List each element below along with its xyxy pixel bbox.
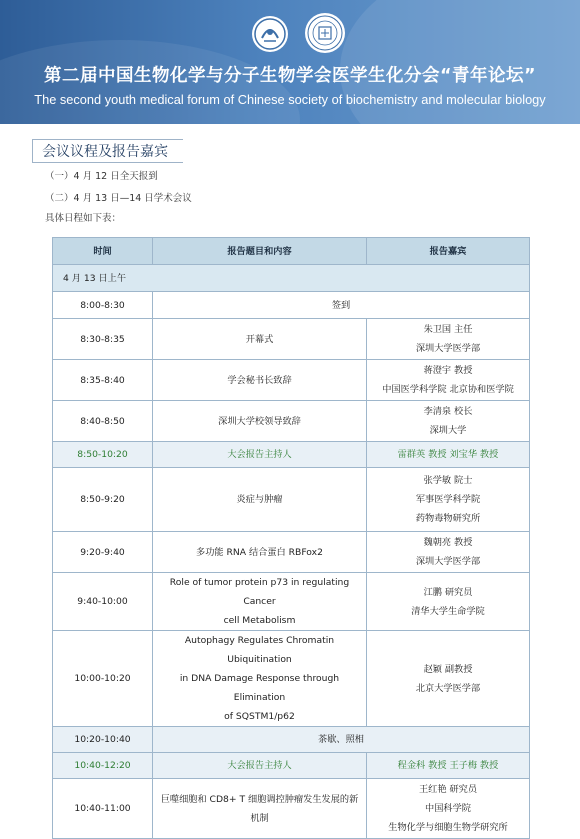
speaker-line: 中国科学院	[425, 803, 471, 814]
time-cell: 8:50-10:20	[53, 442, 153, 468]
schedule-line: （一）4 月 12 日全天报到	[45, 171, 158, 182]
speaker-cell	[367, 532, 530, 573]
time-cell: 10:00-10:20	[53, 631, 153, 727]
speaker-line: 朱卫国 主任	[423, 324, 473, 335]
speaker-line: 中国医学科学院 北京协和医学院	[382, 384, 514, 395]
speaker-line: 深圳大学医学部	[415, 343, 481, 354]
speaker-cell	[367, 319, 530, 360]
speaker-line: 生物化学与细胞生物学研究所	[388, 822, 508, 833]
speaker-line: 药物毒物研究所	[415, 513, 481, 524]
table-row	[53, 401, 530, 442]
table-row	[53, 468, 530, 532]
topic-cell	[153, 360, 367, 401]
column-header-speaker: 报告嘉宾	[367, 238, 530, 265]
time-cell: 8:35-8:40	[53, 360, 153, 401]
speaker-line: 张学敏 院士	[423, 475, 473, 486]
table-header-row	[53, 238, 530, 265]
table-row	[53, 292, 530, 319]
logo-row	[0, 14, 580, 58]
speaker-line: 北京大学医学部	[415, 682, 481, 694]
topic-line: 机制	[250, 812, 269, 824]
speaker-cell	[367, 779, 530, 839]
header-banner	[0, 0, 580, 124]
topic-line: of SQSTM1/p62	[224, 711, 295, 722]
speaker-cell	[367, 468, 530, 532]
time-cell: 8:30-8:35	[53, 319, 153, 360]
topic-cell	[153, 573, 367, 631]
date-label: 4 月 13 日上午	[53, 265, 530, 292]
topic-line: 大会报告主持人	[227, 449, 292, 460]
topic-line: cell Metabolism	[223, 615, 296, 626]
table-row	[53, 573, 530, 631]
speaker-line: 雷群英 教授 刘宝华 教授	[397, 449, 499, 460]
merged-cell: 茶歇、照相	[153, 727, 530, 753]
speaker-line: 江鹏 研究员	[423, 586, 473, 598]
topic-cell	[153, 753, 367, 779]
time-cell: 10:20-10:40	[53, 727, 153, 753]
topic-line: in DNA Damage Response through Elimination	[179, 673, 340, 703]
topic-cell	[153, 468, 367, 532]
schedule-line: （二）4 月 13 日—14 日学术会议	[45, 193, 192, 204]
university-seal-icon	[304, 12, 346, 54]
speaker-cell	[367, 360, 530, 401]
speaker-line: 深圳大学	[429, 425, 467, 436]
table-row	[53, 319, 530, 360]
column-header-time: 时间	[53, 238, 153, 265]
topic-cell	[153, 319, 367, 360]
page-title: 第二届中国生物化学与分子生物学会医学生化分会“青年论坛”	[43, 66, 536, 86]
speaker-cell	[367, 401, 530, 442]
host-row	[53, 442, 530, 468]
page-subtitle: The second youth medical forum of Chinese society of biochemistry and molecular biology	[34, 92, 546, 107]
topic-cell	[153, 631, 367, 727]
topic-line: 炎症与肿瘤	[236, 494, 283, 505]
topic-line: 大会报告主持人	[227, 760, 292, 771]
table-row	[53, 360, 530, 401]
speaker-line: 程金科 教授 王子梅 教授	[397, 760, 499, 771]
speaker-cell	[367, 631, 530, 727]
table-row	[53, 631, 530, 727]
host-row	[53, 753, 530, 779]
agenda-table	[52, 237, 530, 839]
time-cell: 10:40-11:00	[53, 779, 153, 839]
society-logo-icon	[250, 14, 290, 54]
table-row	[53, 779, 530, 839]
speaker-line: 李清泉 校长	[423, 406, 473, 417]
time-cell: 8:50-9:20	[53, 468, 153, 532]
time-cell: 10:40-12:20	[53, 753, 153, 779]
date-row	[53, 265, 530, 292]
table-row	[53, 727, 530, 753]
topic-cell	[153, 532, 367, 573]
speaker-cell	[367, 753, 530, 779]
time-cell: 8:40-8:50	[53, 401, 153, 442]
topic-line: Role of tumor protein p73 in regulating Cancer	[169, 577, 350, 607]
speaker-line: 王红艳 研究员	[418, 784, 478, 795]
speaker-line: 军事医学科学院	[415, 494, 481, 505]
speaker-cell	[367, 442, 530, 468]
topic-cell	[153, 401, 367, 442]
topic-line: 深圳大学校领导致辞	[218, 415, 301, 427]
time-cell: 8:00-8:30	[53, 292, 153, 319]
time-cell: 9:20-9:40	[53, 532, 153, 573]
speaker-line: 深圳大学医学部	[415, 556, 481, 567]
speaker-cell	[367, 573, 530, 631]
topic-cell	[153, 779, 367, 839]
topic-line: 巨噬细胞和 CD8+ T 细胞调控肿瘤发生发展的新	[160, 793, 359, 805]
section-title: 会议议程及报告嘉宾	[42, 144, 168, 160]
speaker-line: 蒋澄宇 教授	[423, 365, 473, 376]
merged-cell: 签到	[153, 292, 530, 319]
schedule-line: 具体日程如下表：	[45, 213, 122, 224]
topic-cell	[153, 442, 367, 468]
topic-line: 多功能 RNA 结合蛋白 RBFox2	[196, 546, 323, 558]
topic-line: Autophagy Regulates Chromatin Ubiquitination	[184, 635, 335, 665]
table-row	[53, 532, 530, 573]
column-header-topic: 报告题目和内容	[153, 238, 367, 265]
speaker-line: 赵颖 副教授	[423, 663, 473, 675]
speaker-line: 魏朝亮 教授	[423, 537, 473, 548]
topic-line: 开幕式	[245, 333, 274, 345]
time-cell: 9:40-10:00	[53, 573, 153, 631]
speaker-line: 清华大学生命学院	[411, 605, 485, 617]
topic-line: 学会秘书长致辞	[227, 374, 292, 386]
